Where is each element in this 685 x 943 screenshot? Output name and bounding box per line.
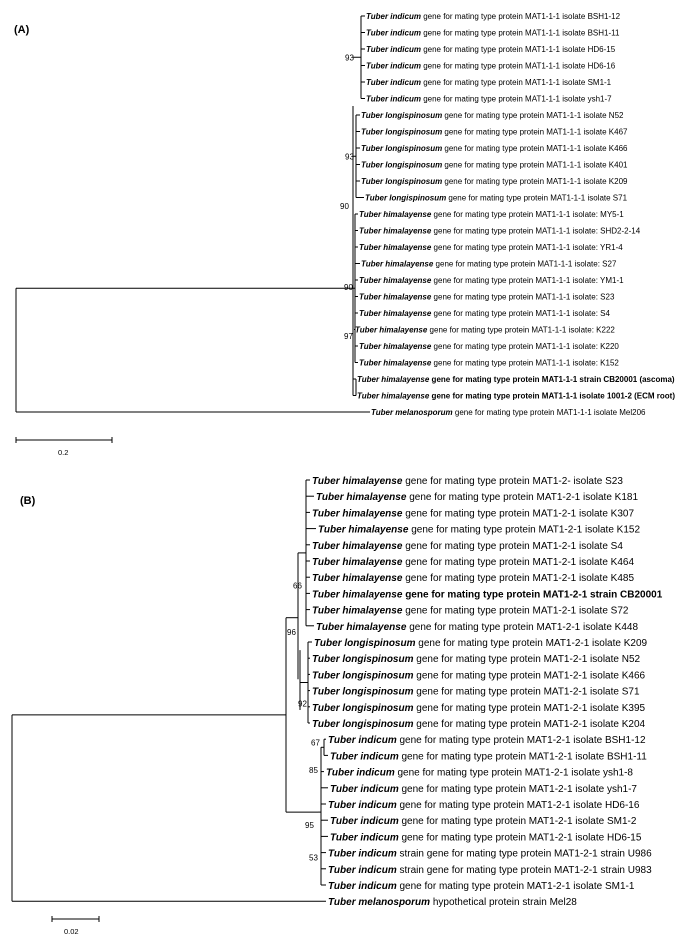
taxon-description: gene for mating type protein MAT1-1-1 isolate S71 (446, 193, 628, 203)
taxon-label (328, 881, 635, 892)
taxon-species: Tuber melanosporum (328, 897, 431, 909)
taxon-description: gene for mating type protein MAT1-1-1 isolate Mel206 (452, 408, 646, 417)
taxon-species: Tuber himalayense (312, 605, 403, 617)
taxon-description: gene for mating type protein MAT1-2-1 isolate K152 (408, 524, 641, 536)
taxon-label (312, 654, 641, 665)
taxon-label (330, 784, 637, 795)
taxon-label (312, 573, 634, 584)
taxon-label (314, 638, 648, 649)
taxon-description: gene for mating type protein MAT1-2-1 isolate S71 (413, 686, 640, 698)
taxon-description: gene for mating type protein MAT1-2-1 isolate K181 (406, 492, 639, 504)
taxon-label (359, 210, 624, 219)
taxon-description: gene for mating type protein MAT1-1-1 isolate: YM1-1 (431, 276, 624, 285)
taxon-description: gene for mating type protein MAT1-1-1 isolate N52 (442, 111, 624, 120)
taxon-label (316, 622, 638, 633)
taxon-label (326, 768, 633, 779)
taxon-label (366, 29, 620, 38)
taxon-label (366, 62, 616, 71)
bootstrap-value: 67 (311, 738, 320, 748)
bootstrap-value: 90 (340, 202, 349, 212)
taxon-description: gene for mating type protein MAT1-2-1 isolate K485 (402, 573, 635, 585)
taxon-description: gene for mating type protein MAT1-1-1 isolate: S4 (431, 309, 610, 318)
taxon-species: Tuber indicum (366, 28, 421, 38)
taxon-species: Tuber longispinosum (312, 702, 414, 714)
taxon-species: Tuber longispinosum (314, 638, 416, 649)
taxon-label (312, 703, 646, 714)
taxon-description: gene for mating type protein MAT1-2-1 isolate N52 (413, 654, 641, 666)
taxon-label (359, 342, 619, 351)
taxon-description: gene for mating type protein MAT1-1-1 isolate K401 (442, 160, 628, 170)
taxon-description: gene for mating type protein MAT1-2-1 isolate ysh1-8 (394, 767, 633, 779)
taxon-label (312, 589, 663, 600)
taxon-species: Tuber melanosporum (371, 408, 453, 417)
taxon-label (361, 260, 617, 269)
taxon-description: gene for mating type protein MAT1-2-1 isolate K204 (413, 719, 646, 730)
taxon-species: Tuber indicum (328, 864, 397, 876)
taxon-label (357, 375, 675, 384)
taxon-description: strain gene for mating type protein MAT1-2-1 strain U986 (396, 848, 652, 860)
taxon-label (355, 326, 615, 335)
taxon-description: gene for mating type protein MAT1-1-1 isolate: S23 (431, 292, 615, 302)
taxon-label (359, 293, 615, 302)
taxon-species: Tuber himalayense (316, 621, 407, 633)
taxon-label (330, 832, 642, 843)
taxon-description: gene for mating type protein MAT1-1-1 isolate: S27 (433, 259, 617, 269)
taxon-label (357, 392, 675, 401)
taxon-species: Tuber himalayense (312, 476, 403, 487)
taxon-description: gene for mating type protein MAT1-1-1 isolate: K222 (427, 325, 615, 335)
taxon-species: Tuber indicum (328, 800, 397, 811)
taxon-description: gene for mating type protein MAT1-1-1 strain CB20001 (ascoma) (429, 375, 675, 384)
taxon-description: gene for mating type protein MAT1-1-1 isolate K466 (442, 144, 628, 153)
taxon-description: gene for mating type protein MAT1-1-1 isolate K209 (442, 177, 628, 186)
taxon-species: Tuber longispinosum (361, 144, 443, 153)
taxon-species: Tuber himalayense (359, 276, 432, 285)
taxon-label (359, 309, 610, 318)
bootstrap-value: 93 (345, 152, 354, 162)
taxon-label (366, 95, 612, 104)
taxon-label (361, 161, 628, 170)
taxon-label (328, 735, 646, 746)
taxon-label (312, 719, 646, 730)
panel-b-label: (B) (20, 495, 36, 507)
taxon-species: Tuber indicum (366, 12, 421, 21)
taxon-description: gene for mating type protein MAT1-1-1 isolate: K220 (431, 342, 619, 351)
taxon-label (361, 111, 624, 120)
taxon-species: Tuber indicum (330, 832, 399, 844)
taxon-description: gene for mating type protein MAT1-2-1 isolate K464 (402, 557, 635, 568)
taxon-description: gene for mating type protein MAT1-1-1 isolate: YR1-4 (431, 243, 623, 252)
taxon-species: Tuber himalayense (357, 391, 430, 401)
taxon-description: gene for mating type protein MAT1-1-1 isolate K467 (442, 127, 628, 137)
panel-a-label: (A) (14, 24, 30, 36)
taxon-label (361, 177, 628, 186)
taxon-species: Tuber longispinosum (361, 127, 443, 137)
bootstrap-value: 66 (293, 581, 302, 591)
taxon-species: Tuber indicum (366, 94, 421, 104)
taxon-description: gene for mating type protein MAT1-2-1 isolate HD6-16 (396, 800, 640, 811)
taxon-description: gene for mating type protein MAT1-2-1 isolate K466 (413, 670, 646, 682)
bootstrap-value: 95 (305, 821, 314, 831)
taxon-description: gene for mating type protein MAT1-1-1 isolate BSH1-12 (420, 12, 621, 21)
bootstrap-value: 92 (298, 699, 307, 709)
taxon-label (366, 12, 621, 21)
taxon-species: Tuber indicum (328, 881, 397, 892)
taxon-label (359, 359, 619, 368)
taxon-description: gene for mating type protein MAT1-1-1 isolate: K152 (431, 358, 619, 368)
taxon-species: Tuber longispinosum (312, 686, 414, 698)
taxon-species: Tuber indicum (366, 45, 421, 54)
taxon-description: gene for mating type protein MAT1-2-1 isolate HD6-15 (398, 832, 642, 844)
taxon-species: Tuber longispinosum (312, 719, 414, 730)
taxon-label (371, 408, 646, 417)
taxon-description: gene for mating type protein MAT1-2-1 isolate BSH1-11 (398, 751, 647, 763)
taxon-species: Tuber himalayense (355, 325, 428, 335)
taxon-description: gene for mating type protein MAT1-1-1 isolate: MY5-1 (431, 210, 624, 219)
taxon-description: gene for mating type protein MAT1-2-1 isolate S72 (402, 605, 629, 617)
taxon-species: Tuber indicum (328, 735, 397, 747)
taxon-label (361, 128, 628, 137)
taxon-description: gene for mating type protein MAT1-2-1 isolate K209 (415, 638, 648, 649)
taxon-description: hypothetical protein strain Mel28 (430, 897, 577, 909)
taxon-species: Tuber longispinosum (312, 670, 414, 682)
taxon-label (312, 557, 634, 568)
taxon-label (328, 800, 640, 811)
taxon-description: gene for mating type protein MAT1-2-1 isolate S4 (402, 540, 623, 552)
taxon-species: Tuber himalayense (312, 557, 403, 568)
taxon-label (359, 227, 641, 236)
taxon-species: Tuber indicum (330, 816, 399, 828)
taxon-species: Tuber himalayense (312, 573, 403, 585)
taxon-label (328, 849, 652, 860)
taxon-species: Tuber indicum (366, 78, 421, 87)
taxon-description: gene for mating type protein MAT1-1-1 isolate SM1-1 (420, 78, 612, 87)
taxon-label (328, 865, 652, 876)
taxon-description: gene for mating type protein MAT1-2-1 isolate SM1-2 (398, 816, 637, 828)
taxon-description: gene for mating type protein MAT1-2-1 isolate ysh1-7 (398, 783, 637, 795)
taxon-description: gene for mating type protein MAT1-2-1 isolate K395 (413, 702, 646, 714)
taxon-label (359, 243, 623, 252)
taxon-description: gene for mating type protein MAT1-1-1 isolate: SHD2-2-14 (431, 226, 641, 236)
taxon-label (359, 276, 624, 285)
taxon-species: Tuber himalayense (359, 243, 432, 252)
taxon-description: gene for mating type protein MAT1-2-1 isolate BSH1-12 (396, 735, 646, 747)
taxon-species: Tuber indicum (328, 848, 397, 860)
scale-bar-label: 0.2 (58, 448, 69, 457)
taxon-species: Tuber longispinosum (312, 654, 414, 666)
taxon-species: Tuber longispinosum (365, 193, 447, 203)
taxon-label (365, 194, 628, 203)
taxon-description: gene for mating type protein MAT1-2-1 isolate K448 (406, 621, 639, 633)
taxon-description: gene for mating type protein MAT1-1-1 isolate BSH1-11 (420, 28, 620, 38)
bootstrap-value: 96 (287, 627, 296, 637)
taxon-species: Tuber himalayense (361, 259, 434, 269)
taxon-label (366, 45, 616, 54)
taxon-species: Tuber himalayense (359, 226, 432, 236)
taxon-species: Tuber himalayense (359, 358, 432, 368)
taxon-label (312, 476, 623, 487)
taxon-label (361, 144, 628, 153)
taxon-species: Tuber himalayense (316, 492, 407, 504)
taxon-species: Tuber indicum (366, 61, 421, 71)
taxon-species: Tuber himalayense (318, 524, 409, 536)
taxon-label (312, 541, 623, 552)
taxon-description: gene for mating type protein MAT1-2-1 isolate K307 (402, 508, 635, 520)
taxon-description: gene for mating type protein MAT1-2-1 isolate SM1-1 (396, 881, 635, 892)
bootstrap-value: 93 (345, 53, 354, 63)
scale-bar-label: 0.02 (64, 927, 79, 936)
taxon-species: Tuber himalayense (312, 589, 403, 601)
taxon-label (330, 751, 647, 762)
taxon-species: Tuber himalayense (312, 540, 403, 552)
taxon-label (318, 525, 640, 536)
taxon-label (312, 606, 629, 617)
taxon-description: gene for mating type protein MAT1-1-1 isolate HD6-15 (420, 45, 616, 54)
taxon-species: Tuber indicum (330, 751, 399, 763)
taxon-description: gene for mating type protein MAT1-2- isolate S23 (402, 476, 623, 487)
taxon-label (330, 816, 637, 827)
taxon-label (312, 687, 640, 698)
taxon-label (312, 508, 634, 519)
taxon-description: gene for mating type protein MAT1-2-1 strain CB20001 (402, 589, 663, 601)
taxon-species: Tuber longispinosum (361, 111, 443, 120)
taxon-species: Tuber himalayense (359, 342, 432, 351)
taxon-species: Tuber himalayense (357, 375, 430, 384)
taxon-species: Tuber himalayense (359, 210, 432, 219)
taxon-description: gene for mating type protein MAT1-1-1 isolate ysh1-7 (420, 94, 612, 104)
taxon-species: Tuber himalayense (359, 292, 432, 302)
bootstrap-value: 90 (344, 282, 353, 292)
taxon-species: Tuber longispinosum (361, 160, 443, 170)
bootstrap-value: 97 (344, 331, 353, 341)
taxon-description: strain gene for mating type protein MAT1-2-1 strain U983 (396, 864, 652, 876)
taxon-description: gene for mating type protein MAT1-1-1 isolate 1001-2 (ECM root) (429, 391, 675, 401)
taxon-label (316, 492, 638, 503)
taxon-label (366, 78, 612, 87)
taxon-species: Tuber longispinosum (361, 177, 443, 186)
taxon-description: gene for mating type protein MAT1-1-1 isolate HD6-16 (420, 61, 616, 71)
bootstrap-value: 53 (309, 853, 318, 863)
taxon-species: Tuber indicum (330, 783, 399, 795)
taxon-species: Tuber himalayense (312, 508, 403, 520)
taxon-label (312, 670, 646, 681)
taxon-label (328, 897, 577, 908)
bootstrap-value: 85 (309, 765, 318, 775)
taxon-species: Tuber indicum (326, 767, 395, 779)
taxon-species: Tuber himalayense (359, 309, 432, 318)
